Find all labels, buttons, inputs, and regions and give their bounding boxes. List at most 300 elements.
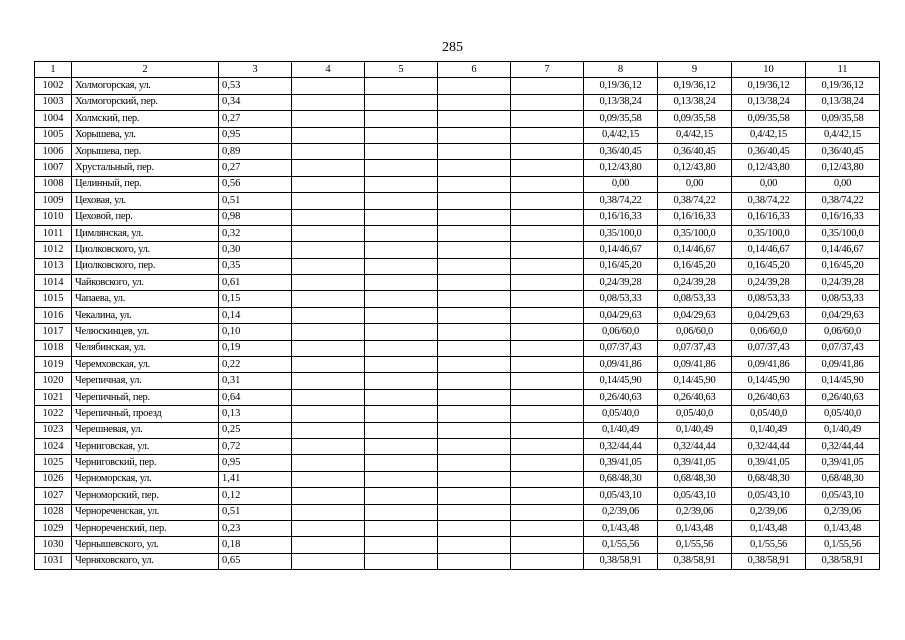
length-cell: 0,51 xyxy=(219,504,292,520)
col9-cell: 0,4/42,15 xyxy=(658,127,732,143)
col9-cell: 0,16/45,20 xyxy=(658,258,732,274)
col4-cell xyxy=(292,455,365,471)
row-number-cell: 1009 xyxy=(35,193,72,209)
col4-cell xyxy=(292,307,365,323)
col5-cell xyxy=(365,307,438,323)
col9-cell: 0,14/46,67 xyxy=(658,242,732,258)
col4-cell xyxy=(292,324,365,340)
row-number-cell: 1026 xyxy=(35,471,72,487)
col4-cell xyxy=(292,94,365,110)
col10-cell: 0,1/43,48 xyxy=(732,520,806,536)
col5-cell xyxy=(365,242,438,258)
col5-cell xyxy=(365,176,438,192)
street-name-cell: Циолковского, ул. xyxy=(72,242,219,258)
col11-cell: 0,05/40,0 xyxy=(806,406,880,422)
col5-cell xyxy=(365,291,438,307)
col10-cell: 0,38/58,91 xyxy=(732,553,806,569)
col4-cell xyxy=(292,488,365,504)
col7-cell xyxy=(511,307,584,323)
row-number-cell: 1025 xyxy=(35,455,72,471)
row-number-cell: 1007 xyxy=(35,160,72,176)
col7-cell xyxy=(511,225,584,241)
row-number-cell: 1014 xyxy=(35,275,72,291)
row-number-cell: 1024 xyxy=(35,438,72,454)
header-row xyxy=(35,62,880,78)
data-table xyxy=(34,61,880,570)
street-name-cell: Чернореченская, ул. xyxy=(72,504,219,520)
table-row xyxy=(35,143,880,159)
col10-cell: 0,1/55,56 xyxy=(732,537,806,553)
row-number-cell: 1012 xyxy=(35,242,72,258)
col9-cell: 0,2/39,06 xyxy=(658,504,732,520)
col10-cell: 0,68/48,30 xyxy=(732,471,806,487)
table-row xyxy=(35,258,880,274)
col9-cell: 0,05/40,0 xyxy=(658,406,732,422)
col5-cell xyxy=(365,537,438,553)
col6-cell xyxy=(438,438,511,454)
col10-cell: 0,08/53,33 xyxy=(732,291,806,307)
col11-cell: 0,06/60,0 xyxy=(806,324,880,340)
col11-cell: 0,4/42,15 xyxy=(806,127,880,143)
col7-cell xyxy=(511,373,584,389)
row-number-cell: 1023 xyxy=(35,422,72,438)
street-name-cell: Черепичный, пер. xyxy=(72,389,219,405)
table-row xyxy=(35,389,880,405)
col6-cell xyxy=(438,127,511,143)
table-row xyxy=(35,176,880,192)
col8-cell: 0,13/38,24 xyxy=(584,94,658,110)
length-cell: 0,65 xyxy=(219,553,292,569)
col7-cell xyxy=(511,553,584,569)
col6-cell xyxy=(438,209,511,225)
street-name-cell: Хрустальный, пер. xyxy=(72,160,219,176)
col10-cell: 0,1/40,49 xyxy=(732,422,806,438)
table-row xyxy=(35,225,880,241)
col9-cell: 0,09/35,58 xyxy=(658,111,732,127)
col5-cell xyxy=(365,357,438,373)
col10-cell: 0,38/74,22 xyxy=(732,193,806,209)
col10-cell: 0,39/41,05 xyxy=(732,455,806,471)
col8-cell: 0,2/39,06 xyxy=(584,504,658,520)
col5-cell xyxy=(365,193,438,209)
col7-cell xyxy=(511,438,584,454)
col11-cell: 0,1/40,49 xyxy=(806,422,880,438)
col6-cell xyxy=(438,553,511,569)
col7-cell xyxy=(511,242,584,258)
length-cell: 0,23 xyxy=(219,520,292,536)
col8-cell: 0,24/39,28 xyxy=(584,275,658,291)
length-cell: 0,64 xyxy=(219,389,292,405)
col7-cell xyxy=(511,209,584,225)
col10-cell: 0,06/60,0 xyxy=(732,324,806,340)
street-name-cell: Чернышевского, ул. xyxy=(72,537,219,553)
table-row xyxy=(35,471,880,487)
col10-cell: 0,09/41,86 xyxy=(732,357,806,373)
street-name-cell: Черниговский, пер. xyxy=(72,455,219,471)
street-name-cell: Черемховская, ул. xyxy=(72,357,219,373)
col9-cell: 0,26/40,63 xyxy=(658,389,732,405)
row-number-cell: 1016 xyxy=(35,307,72,323)
col9-cell: 0,38/74,22 xyxy=(658,193,732,209)
table-row xyxy=(35,242,880,258)
col9-cell: 0,08/53,33 xyxy=(658,291,732,307)
col8-cell: 0,68/48,30 xyxy=(584,471,658,487)
col8-cell: 0,16/45,20 xyxy=(584,258,658,274)
row-number-cell: 1004 xyxy=(35,111,72,127)
col10-cell: 0,32/44,44 xyxy=(732,438,806,454)
table-row xyxy=(35,209,880,225)
street-name-cell: Холмский, пер. xyxy=(72,111,219,127)
table-row xyxy=(35,78,880,94)
col10-cell: 0,09/35,58 xyxy=(732,111,806,127)
table-row xyxy=(35,406,880,422)
length-cell: 0,25 xyxy=(219,422,292,438)
col11-cell: 0,35/100,0 xyxy=(806,225,880,241)
length-cell: 0,89 xyxy=(219,143,292,159)
col7-cell xyxy=(511,258,584,274)
col6-cell xyxy=(438,422,511,438)
length-cell: 0,27 xyxy=(219,160,292,176)
col9-cell: 0,24/39,28 xyxy=(658,275,732,291)
length-cell: 1,41 xyxy=(219,471,292,487)
col6-cell xyxy=(438,307,511,323)
col11-cell: 0,2/39,06 xyxy=(806,504,880,520)
col4-cell xyxy=(292,193,365,209)
row-number-cell: 1005 xyxy=(35,127,72,143)
table-row xyxy=(35,455,880,471)
col7-cell xyxy=(511,143,584,159)
table-row xyxy=(35,537,880,553)
table-row xyxy=(35,520,880,536)
street-name-cell: Хорышева, ул. xyxy=(72,127,219,143)
col11-cell: 0,13/38,24 xyxy=(806,94,880,110)
col4-cell xyxy=(292,422,365,438)
col7-cell xyxy=(511,537,584,553)
col8-cell: 0,16/16,33 xyxy=(584,209,658,225)
col7-cell xyxy=(511,127,584,143)
row-number-cell: 1013 xyxy=(35,258,72,274)
col8-cell: 0,32/44,44 xyxy=(584,438,658,454)
table-row xyxy=(35,553,880,569)
col7-cell xyxy=(511,389,584,405)
street-name-cell: Черняховского, ул. xyxy=(72,553,219,569)
col9-cell: 0,1/40,49 xyxy=(658,422,732,438)
col6-cell xyxy=(438,357,511,373)
col6-cell xyxy=(438,471,511,487)
col6-cell xyxy=(438,94,511,110)
col7-cell xyxy=(511,111,584,127)
col11-cell: 0,38/58,91 xyxy=(806,553,880,569)
col6-cell xyxy=(438,340,511,356)
row-number-cell: 1019 xyxy=(35,357,72,373)
col11-cell: 0,14/45,90 xyxy=(806,373,880,389)
col4-cell xyxy=(292,176,365,192)
col6-cell xyxy=(438,258,511,274)
col4-cell xyxy=(292,406,365,422)
col5-cell xyxy=(365,406,438,422)
col5-cell xyxy=(365,520,438,536)
table-row xyxy=(35,307,880,323)
col9-cell: 0,09/41,86 xyxy=(658,357,732,373)
col5-cell xyxy=(365,225,438,241)
col4-cell xyxy=(292,373,365,389)
col6-cell xyxy=(438,275,511,291)
col5-cell xyxy=(365,143,438,159)
col4-cell xyxy=(292,389,365,405)
row-number-cell: 1003 xyxy=(35,94,72,110)
col7-cell xyxy=(511,520,584,536)
row-number-cell: 1018 xyxy=(35,340,72,356)
length-cell: 0,35 xyxy=(219,258,292,274)
table-row xyxy=(35,438,880,454)
row-number-cell: 1021 xyxy=(35,389,72,405)
col11-cell: 0,19/36,12 xyxy=(806,78,880,94)
table-row xyxy=(35,111,880,127)
street-name-cell: Черниговская, ул. xyxy=(72,438,219,454)
table-row xyxy=(35,488,880,504)
row-number-cell: 1011 xyxy=(35,225,72,241)
street-name-cell: Чайковского, ул. xyxy=(72,275,219,291)
col6-cell xyxy=(438,504,511,520)
col8-cell: 0,38/58,91 xyxy=(584,553,658,569)
street-name-cell: Цеховая, ул. xyxy=(72,193,219,209)
col7-cell xyxy=(511,291,584,307)
col8-cell: 0,39/41,05 xyxy=(584,455,658,471)
col7-cell xyxy=(511,94,584,110)
table-row xyxy=(35,373,880,389)
length-cell: 0,98 xyxy=(219,209,292,225)
col4-cell xyxy=(292,471,365,487)
col9-cell: 0,1/43,48 xyxy=(658,520,732,536)
col6-cell xyxy=(438,242,511,258)
col6-cell xyxy=(438,193,511,209)
col4-cell xyxy=(292,291,365,307)
table-row xyxy=(35,291,880,307)
length-cell: 0,31 xyxy=(219,373,292,389)
table-row xyxy=(35,160,880,176)
col6-cell xyxy=(438,143,511,159)
col7-cell xyxy=(511,357,584,373)
col10-cell: 0,14/46,67 xyxy=(732,242,806,258)
col8-cell: 0,05/40,0 xyxy=(584,406,658,422)
col11-cell: 0,1/43,48 xyxy=(806,520,880,536)
col7-cell xyxy=(511,471,584,487)
col7-cell xyxy=(511,488,584,504)
col11-cell: 0,24/39,28 xyxy=(806,275,880,291)
col8-cell: 0,36/40,45 xyxy=(584,143,658,159)
street-name-cell: Целинный, пер. xyxy=(72,176,219,192)
table-row xyxy=(35,127,880,143)
col5-cell xyxy=(365,504,438,520)
col5-cell xyxy=(365,275,438,291)
col6-cell xyxy=(438,78,511,94)
col9-cell: 0,16/16,33 xyxy=(658,209,732,225)
col8-cell: 0,07/37,43 xyxy=(584,340,658,356)
col4-cell xyxy=(292,537,365,553)
page-number: 285 xyxy=(442,40,463,55)
col6-cell xyxy=(438,488,511,504)
street-name-cell: Цеховой, пер. xyxy=(72,209,219,225)
col10-cell: 0,05/40,0 xyxy=(732,406,806,422)
header-cell: 3 xyxy=(219,62,292,78)
table-row xyxy=(35,504,880,520)
row-number-cell: 1031 xyxy=(35,553,72,569)
street-name-cell: Черноморский, пер. xyxy=(72,488,219,504)
col9-cell: 0,14/45,90 xyxy=(658,373,732,389)
street-name-cell: Циолковского, пер. xyxy=(72,258,219,274)
street-name-cell: Чернореченский, пер. xyxy=(72,520,219,536)
col8-cell: 0,00 xyxy=(584,176,658,192)
col6-cell xyxy=(438,225,511,241)
length-cell: 0,32 xyxy=(219,225,292,241)
col11-cell: 0,09/41,86 xyxy=(806,357,880,373)
table-row xyxy=(35,357,880,373)
table-body xyxy=(35,62,880,570)
col11-cell: 0,68/48,30 xyxy=(806,471,880,487)
length-cell: 0,10 xyxy=(219,324,292,340)
col7-cell xyxy=(511,160,584,176)
col11-cell: 0,39/41,05 xyxy=(806,455,880,471)
row-number-cell: 1006 xyxy=(35,143,72,159)
col4-cell xyxy=(292,504,365,520)
length-cell: 0,51 xyxy=(219,193,292,209)
col7-cell xyxy=(511,406,584,422)
col11-cell: 0,38/74,22 xyxy=(806,193,880,209)
row-number-cell: 1010 xyxy=(35,209,72,225)
header-cell: 7 xyxy=(511,62,584,78)
col5-cell xyxy=(365,438,438,454)
col6-cell xyxy=(438,373,511,389)
col8-cell: 0,14/45,90 xyxy=(584,373,658,389)
header-cell: 1 xyxy=(35,62,72,78)
col9-cell: 0,12/43,80 xyxy=(658,160,732,176)
length-cell: 0,30 xyxy=(219,242,292,258)
col10-cell: 0,16/16,33 xyxy=(732,209,806,225)
col9-cell: 0,36/40,45 xyxy=(658,143,732,159)
length-cell: 0,61 xyxy=(219,275,292,291)
col5-cell xyxy=(365,422,438,438)
col9-cell: 0,13/38,24 xyxy=(658,94,732,110)
row-number-cell: 1030 xyxy=(35,537,72,553)
header-cell: 4 xyxy=(292,62,365,78)
col8-cell: 0,09/41,86 xyxy=(584,357,658,373)
col9-cell: 0,06/60,0 xyxy=(658,324,732,340)
street-name-cell: Черешневая, ул. xyxy=(72,422,219,438)
col10-cell: 0,2/39,06 xyxy=(732,504,806,520)
col11-cell: 0,36/40,45 xyxy=(806,143,880,159)
length-cell: 0,19 xyxy=(219,340,292,356)
table-row xyxy=(35,340,880,356)
col6-cell xyxy=(438,160,511,176)
col6-cell xyxy=(438,406,511,422)
street-name-cell: Чекалина, ул. xyxy=(72,307,219,323)
col11-cell: 0,05/43,10 xyxy=(806,488,880,504)
col5-cell xyxy=(365,78,438,94)
length-cell: 0,72 xyxy=(219,438,292,454)
col7-cell xyxy=(511,340,584,356)
col4-cell xyxy=(292,78,365,94)
col7-cell xyxy=(511,504,584,520)
header-cell: 5 xyxy=(365,62,438,78)
length-cell: 0,13 xyxy=(219,406,292,422)
col9-cell: 0,04/29,63 xyxy=(658,307,732,323)
col11-cell: 0,16/16,33 xyxy=(806,209,880,225)
col5-cell xyxy=(365,209,438,225)
col11-cell: 0,14/46,67 xyxy=(806,242,880,258)
col11-cell: 0,16/45,20 xyxy=(806,258,880,274)
col5-cell xyxy=(365,127,438,143)
col9-cell: 0,05/43,10 xyxy=(658,488,732,504)
col5-cell xyxy=(365,553,438,569)
col6-cell xyxy=(438,537,511,553)
col6-cell xyxy=(438,520,511,536)
col11-cell: 0,00 xyxy=(806,176,880,192)
col11-cell: 0,09/35,58 xyxy=(806,111,880,127)
row-number-cell: 1029 xyxy=(35,520,72,536)
col9-cell: 0,39/41,05 xyxy=(658,455,732,471)
col8-cell: 0,14/46,67 xyxy=(584,242,658,258)
row-number-cell: 1008 xyxy=(35,176,72,192)
col9-cell: 0,35/100,0 xyxy=(658,225,732,241)
col5-cell xyxy=(365,389,438,405)
header-cell: 9 xyxy=(658,62,732,78)
row-number-cell: 1020 xyxy=(35,373,72,389)
col5-cell xyxy=(365,471,438,487)
street-name-cell: Черноморская, ул. xyxy=(72,471,219,487)
col4-cell xyxy=(292,438,365,454)
col4-cell xyxy=(292,520,365,536)
street-name-cell: Черепичный, проезд xyxy=(72,406,219,422)
col10-cell: 0,19/36,12 xyxy=(732,78,806,94)
col5-cell xyxy=(365,455,438,471)
col7-cell xyxy=(511,455,584,471)
row-number-cell: 1015 xyxy=(35,291,72,307)
col5-cell xyxy=(365,340,438,356)
table-row xyxy=(35,275,880,291)
col11-cell: 0,07/37,43 xyxy=(806,340,880,356)
col8-cell: 0,38/74,22 xyxy=(584,193,658,209)
col8-cell: 0,06/60,0 xyxy=(584,324,658,340)
col10-cell: 0,00 xyxy=(732,176,806,192)
col6-cell xyxy=(438,176,511,192)
col10-cell: 0,4/42,15 xyxy=(732,127,806,143)
col9-cell: 0,19/36,12 xyxy=(658,78,732,94)
col11-cell: 0,04/29,63 xyxy=(806,307,880,323)
col4-cell xyxy=(292,111,365,127)
street-name-cell: Челюскинцев, ул. xyxy=(72,324,219,340)
col8-cell: 0,26/40,63 xyxy=(584,389,658,405)
col4-cell xyxy=(292,275,365,291)
col6-cell xyxy=(438,291,511,307)
length-cell: 0,95 xyxy=(219,127,292,143)
col6-cell xyxy=(438,111,511,127)
length-cell: 0,95 xyxy=(219,455,292,471)
col4-cell xyxy=(292,357,365,373)
header-cell: 10 xyxy=(732,62,806,78)
street-name-cell: Черепичная, ул. xyxy=(72,373,219,389)
col8-cell: 0,08/53,33 xyxy=(584,291,658,307)
street-name-cell: Цимлянская, ул. xyxy=(72,225,219,241)
col10-cell: 0,12/43,80 xyxy=(732,160,806,176)
table-row xyxy=(35,324,880,340)
length-cell: 0,53 xyxy=(219,78,292,94)
header-cell: 6 xyxy=(438,62,511,78)
col10-cell: 0,26/40,63 xyxy=(732,389,806,405)
table-row xyxy=(35,94,880,110)
street-name-cell: Холмогорская, ул. xyxy=(72,78,219,94)
col9-cell: 0,00 xyxy=(658,176,732,192)
col6-cell xyxy=(438,324,511,340)
